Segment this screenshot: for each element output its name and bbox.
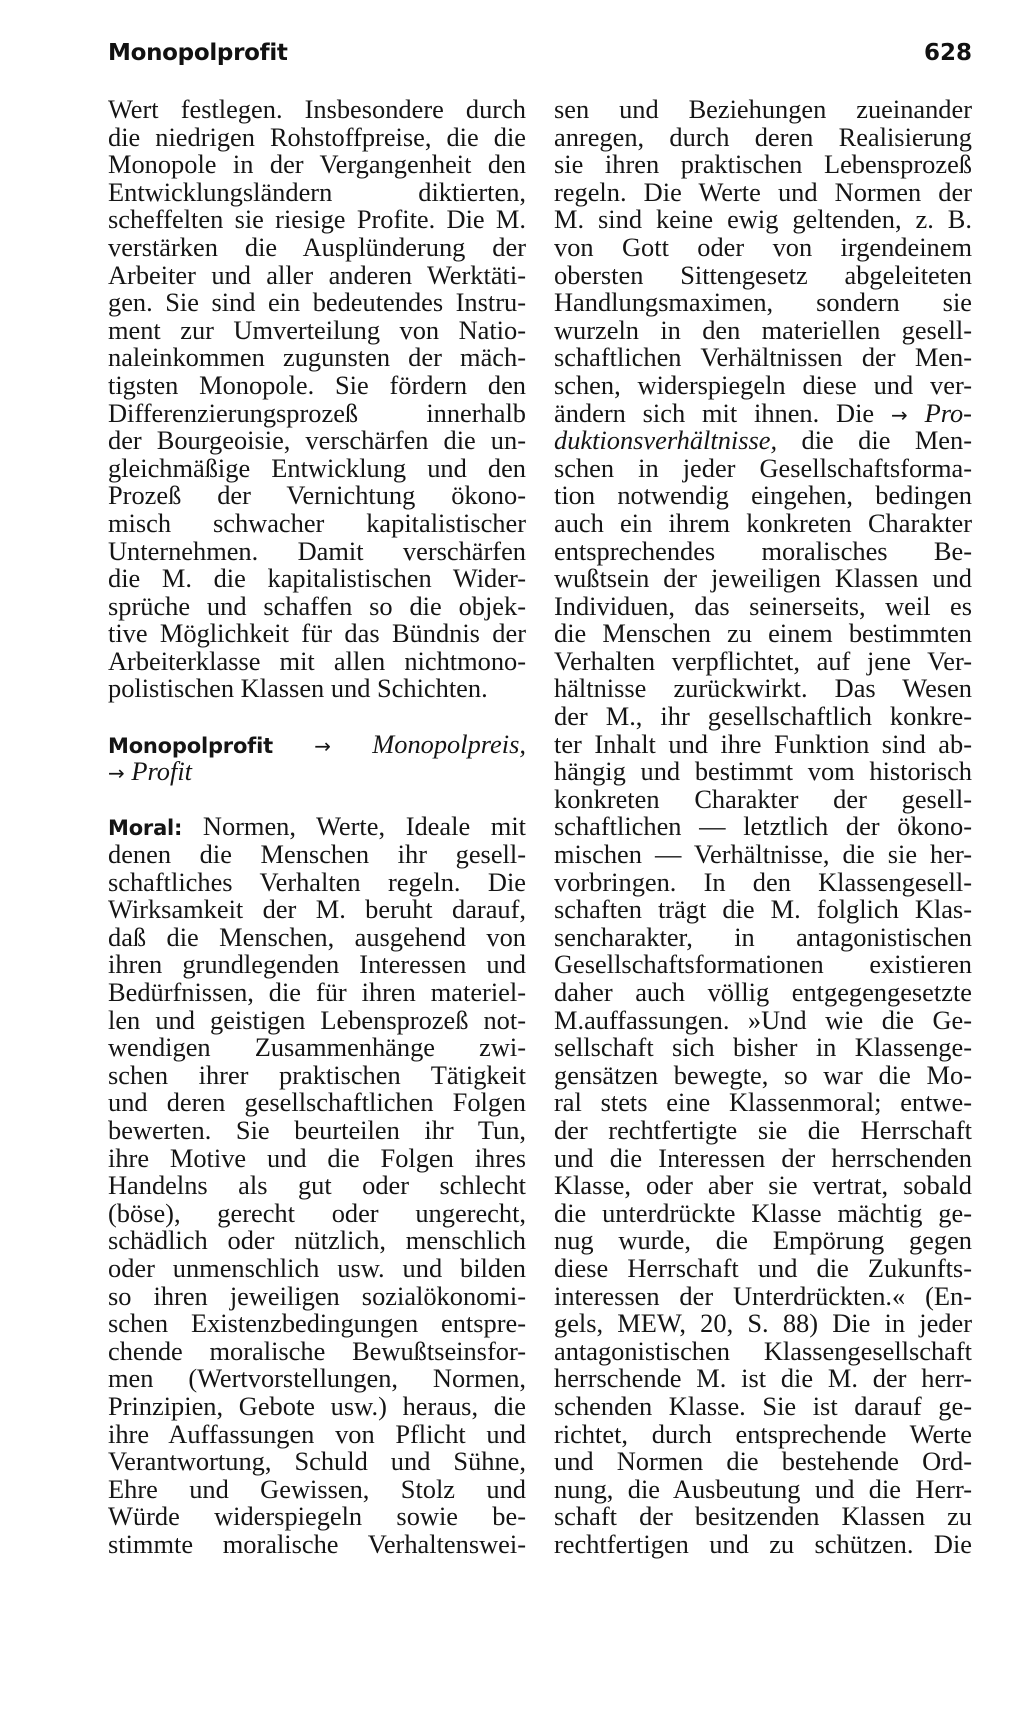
text-line: Ehre und Gewissen, Stolz und — [108, 1473, 526, 1504]
text-line: schaftlichen Verhältnissen der Men- — [554, 342, 972, 373]
text-line: Monopole in der Vergangenheit den — [108, 149, 526, 180]
text-line: so ihren jeweiligen sozialökonomi- — [108, 1280, 526, 1311]
text-line: die M. die kapitalistischen Wider- — [108, 563, 526, 594]
text-line: sie ihren praktischen Lebensprozeß — [554, 149, 972, 180]
text-line: diese Herrschaft und die Zukunfts- — [554, 1252, 972, 1283]
text-line: gen. Sie sind ein bedeutendes Instru- — [108, 287, 526, 318]
text-line: schaft der besitzenden Klassen zu — [554, 1501, 972, 1532]
text-line: chende moralische Bewußtseinsfor- — [108, 1335, 526, 1366]
text-line: Arbeiterklasse mit allen nichtmono- — [108, 645, 526, 676]
text-line: herrschende M. ist die M. der herr- — [554, 1363, 972, 1394]
text-line: (böse), gerecht oder ungerecht, — [108, 1197, 526, 1228]
text-line: ihren grundlegenden Interessen und — [108, 949, 526, 980]
cross-reference-link[interactable]: duktionsverhältnisse, — [554, 425, 778, 456]
text-line: sen und Beziehungen zueinander — [554, 94, 972, 124]
entry-body — [108, 841, 526, 1558]
text-line: schen, widerspiegeln diese und ver- — [554, 369, 972, 400]
text-line: der Bourgeoisie, verschärfen die un- — [108, 425, 526, 456]
text-line: polistischen Klassen und Schichten. — [108, 673, 488, 704]
text-line: schaften trägt die M. folglich Klas- — [554, 894, 972, 925]
text-line: antagonistischen Klassengesellschaft — [554, 1335, 972, 1366]
text-line: Klasse, oder aber sie vertrat, sobald — [554, 1170, 972, 1201]
text-line: richtet, durch entsprechende Werte — [554, 1418, 972, 1449]
text-line: ihre Motive und die Folgen ihres — [108, 1142, 526, 1173]
text-line: schen Existenzbedingungen entspre- — [108, 1308, 526, 1339]
text-line: Würde widerspiegeln sowie be- — [108, 1501, 526, 1532]
text-line: und die Interessen der herrschenden — [554, 1142, 972, 1173]
text-line: und deren gesellschaftlichen Folgen — [108, 1087, 526, 1118]
text-line: die niedrigen Rohstoffpreise, die die — [108, 121, 526, 152]
text-line: nug wurde, die Empörung gegen — [554, 1225, 972, 1256]
text-line: interessen der Unterdrückten.« (En- — [554, 1280, 972, 1311]
text-line: sellschaft sich bisher in Klassenge- — [554, 1032, 972, 1063]
continuation-paragraph — [108, 96, 526, 703]
text-line: hältnisse zurückwirkt. Das Wesen — [554, 673, 972, 704]
text-line: die unterdrückte Klasse mächtig ge- — [554, 1197, 972, 1228]
text-line: misch schwacher kapitalistischer — [108, 507, 526, 538]
text-line: gleichmäßige Entwicklung und den — [108, 452, 526, 483]
text-line: oder unmenschlich usw. und bilden — [108, 1252, 526, 1283]
text-line: Wirksamkeit der M. beruht darauf, — [108, 894, 526, 925]
text-line: ral stets eine Klassenmoral; entwe- — [554, 1087, 972, 1118]
text-line: der rechtfertigte sie die Herrschaft — [554, 1114, 972, 1145]
text-line: Unternehmen. Damit verschärfen — [108, 535, 526, 566]
text-line: gensätzen bewegte, so war die Mo- — [554, 1059, 972, 1090]
text-line: daher auch völlig entgegengesetzte — [554, 977, 972, 1007]
entry-keyword: Moral: — [108, 816, 183, 841]
text-line: mischen — Verhältnisse, die sie her- — [554, 839, 972, 870]
text-line: tion notwendig eingehen, bedingen — [554, 480, 972, 511]
text-line: und Normen die bestehende Ord- — [554, 1446, 972, 1477]
cross-reference-link[interactable]: Profit — [131, 756, 192, 787]
cross-reference-link[interactable]: Monopolpreis, — [372, 728, 526, 759]
text-line: nung, die Ausbeutung und die Herr- — [554, 1473, 972, 1504]
text-line: schaftlichen — letztlich der ökono- — [554, 811, 972, 842]
text-line: hängig und bestimmt vom historisch — [554, 756, 972, 787]
text-line: ihre Auffassungen von Pflicht und — [108, 1418, 526, 1449]
text-line: obersten Sittengesetz abgeleiteten — [554, 259, 972, 290]
text-line: naleinkommen zugunsten der mäch- — [108, 342, 526, 373]
text-line: Wert festlegen. Insbesondere durch — [108, 94, 526, 124]
text-line: verstärken die Ausplünderung der — [108, 231, 526, 262]
text-line: Normen, Werte, Ideale mit — [202, 811, 526, 842]
text-line: von Gott oder von irgendeinem — [554, 231, 972, 262]
text-line: wendigen Zusammenhänge zwi- — [108, 1032, 526, 1063]
text-line: die die Men- — [801, 425, 972, 456]
text-line: wußtsein der jeweiligen Klassen und — [554, 563, 972, 594]
text-line: Individuen, das seinerseits, weil es — [554, 590, 972, 621]
text-line: denen die Menschen ihr gesell- — [108, 839, 526, 870]
text-line: gels, MEW, 20, S. 88) Die in jeder — [554, 1308, 972, 1339]
text-line: konkreten Charakter der gesell- — [554, 783, 972, 814]
text-line: stimmte moralische Verhaltenswei- — [108, 1528, 526, 1559]
page-number: 628 — [923, 40, 972, 66]
text-line: men (Wertvorstellungen, Normen, — [108, 1363, 526, 1394]
text-line: rechtfertigen und zu schützen. Die — [554, 1528, 972, 1559]
text-line: wurzeln in den materiellen gesell- — [554, 314, 972, 345]
entry-body-continued — [554, 96, 972, 400]
text-line: regeln. Die Werte und Normen der — [554, 176, 972, 207]
arrow-icon: → — [890, 402, 908, 427]
text-line: sencharakter, in antagonistischen — [554, 921, 972, 952]
text-line: Verhalten verpflichtet, auf jene Ver- — [554, 645, 972, 676]
entry-monopolprofit — [108, 728, 526, 787]
text-line: Entwicklungsländern diktierten, — [108, 176, 526, 207]
text-line: M. sind keine ewig geltenden, z. B. — [554, 204, 972, 235]
text-line: scheffelten sie riesige Profite. Die M. — [108, 204, 526, 235]
left-column — [108, 96, 526, 1558]
text-line: schenden Klasse. Sie ist darauf ge- — [554, 1390, 972, 1421]
entry-keyword: Monopolprofit — [108, 733, 273, 758]
text-line: anregen, durch deren Realisierung — [554, 121, 972, 152]
text-line: schen ihrer praktischen Tätigkeit — [108, 1059, 526, 1090]
right-column — [554, 96, 972, 1558]
arrow-icon: → — [314, 733, 331, 758]
text-line: bewerten. Sie beurteilen ihr Tun, — [108, 1114, 526, 1145]
text-line: entsprechendes moralisches Be- — [554, 535, 972, 566]
text-line: schen in jeder Gesellschaftsforma- — [554, 452, 972, 483]
text-line: ment zur Umverteilung von Natio- — [108, 314, 526, 345]
text-line: vorbringen. In den Klassengesell- — [554, 866, 972, 897]
text-line: tive Möglichkeit für das Bündnis der — [108, 618, 526, 649]
entry-moral — [108, 813, 526, 1558]
text-line: Differenzierungsprozeß innerhalb — [108, 397, 526, 428]
text-line: daß die Menschen, ausgehend von — [108, 921, 526, 952]
text-line: tigsten Monopole. Sie fördern den — [108, 369, 526, 400]
text-line: Arbeiter und aller anderen Werktäti- — [108, 259, 526, 290]
entry-body-continued — [554, 452, 972, 1559]
running-head-title: Monopolprofit — [108, 40, 288, 66]
text-line: Handelns als gut oder schlecht — [108, 1170, 526, 1201]
text-line: Handlungsmaximen, sondern sie — [554, 287, 972, 318]
text-line: ändern sich mit ihnen. Die — [554, 397, 875, 428]
arrow-icon: → — [108, 761, 125, 786]
text-line: schädlich oder nützlich, menschlich — [108, 1225, 526, 1256]
text-line: Verantwortung, Schuld und Sühne, — [108, 1446, 526, 1477]
text-line: auch ein ihrem konkreten Charakter — [554, 507, 972, 538]
text-line: Bedürfnissen, die für ihren materiel- — [108, 977, 526, 1007]
text-line: M.auffassungen. »Und wie die Ge- — [554, 1004, 972, 1035]
cross-reference-link[interactable]: Pro- — [924, 397, 972, 428]
text-line: Prinzipien, Gebote usw.) heraus, die — [108, 1390, 526, 1421]
text-line: ter Inhalt und ihre Funktion sind ab- — [554, 728, 972, 759]
text-line: der M., ihr gesellschaftlich konkre- — [554, 701, 972, 732]
text-line: Prozeß der Vernichtung ökono- — [108, 480, 526, 511]
text-line: Gesellschaftsformationen existieren — [554, 949, 972, 980]
text-line: len und geistigen Lebensprozeß not- — [108, 1004, 526, 1035]
text-line: die Menschen zu einem bestimmten — [554, 618, 972, 649]
text-line: schaftliches Verhalten regeln. Die — [108, 866, 526, 897]
text-line: sprüche und schaffen so die objek- — [108, 590, 526, 621]
